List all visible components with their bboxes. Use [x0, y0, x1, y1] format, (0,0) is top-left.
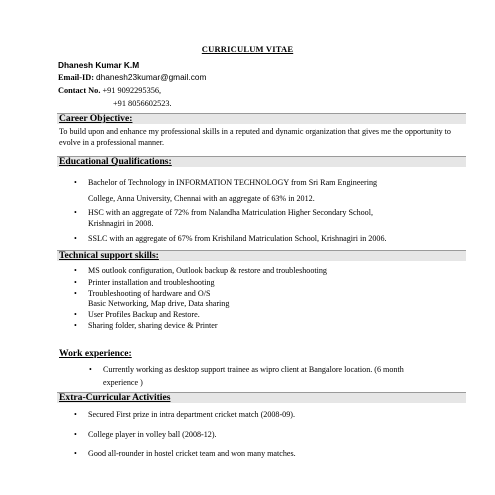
education-item-line: HSC with an aggregate of 72% from Nalandha Matriculation Higher Secondary School, [88, 208, 374, 217]
skill-item-label: Printer installation and troubleshooting [88, 278, 215, 287]
document-title: CURRICULUM VITAE [201, 44, 294, 54]
activity-item-label: Secured First prize in intra department cricket match (2008-09). [88, 410, 295, 419]
bullet-icon: • [74, 321, 77, 330]
bullet-icon: • [74, 266, 77, 275]
career-text: To build upon and enhance my professional skills in a reputed and dynamic organization that gives me the opportunity to evolve in a professional manner. [59, 127, 451, 147]
work-item-line: experience ) [103, 378, 143, 387]
phone-secondary: +91 8056602523. [113, 99, 172, 108]
skill-item-label: MS outlook configuration, Outlook backup & restore and troubleshooting [88, 266, 327, 275]
bullet-icon: • [74, 278, 77, 287]
skill-item-label: Sharing folder, sharing device & Printer [88, 321, 218, 330]
bullet-icon: • [74, 208, 77, 217]
education-item [74, 233, 387, 245]
skill-item-label: Troubleshooting of hardware and O/S [88, 289, 211, 298]
education-item [74, 177, 378, 205]
activity-item [74, 409, 295, 421]
contact-line [58, 86, 161, 95]
career-heading: Career Objective: [59, 113, 133, 124]
bullet-icon: • [74, 178, 77, 187]
education-item [74, 208, 374, 229]
bullet-icon: • [74, 449, 77, 458]
candidate-name: Dhanesh Kumar K.M [58, 60, 140, 70]
skill-extra-line: Basic Networking, Map drive, Data sharing [88, 299, 230, 308]
education-item-line: College, Anna University, Chennai with an aggregate of 63% in 2012. [88, 194, 315, 203]
bullet-icon: • [74, 410, 77, 419]
email-label: Email-ID: [58, 73, 94, 82]
bullet-icon: • [74, 310, 77, 319]
skill-item [74, 265, 327, 277]
activity-item-label: Good all-rounder in hostel cricket team and won many matches. [88, 449, 296, 458]
education-heading: Educational Qualifications: [59, 156, 172, 167]
bullet-icon: • [74, 234, 77, 243]
email-value: dhanesh23kumar@gmail.com [96, 72, 207, 82]
email-line [58, 72, 206, 82]
work-item-line: Currently working as desktop support trainee as wipro client at Bangalore location. (6 month [103, 365, 404, 374]
bullet-icon: • [74, 289, 77, 298]
activity-item [74, 429, 217, 441]
education-item-line: Krishnagiri in 2008. [88, 218, 154, 228]
bullet-icon: • [74, 430, 77, 439]
extra-heading: Extra-Curricular Activities [59, 392, 171, 403]
activity-item-label: College player in volley ball (2008-12). [88, 430, 217, 439]
bullet-icon: • [89, 365, 92, 374]
education-item-line: SSLC with an aggregate of 67% from Krishiland Matriculation School, Krishnagiri in 2006. [88, 234, 387, 243]
education-item-line: Bachelor of Technology in INFORMATION TECHNOLOGY from Sri Ram Engineering [88, 178, 378, 187]
phone-primary: +91 9092295356, [102, 86, 162, 95]
skill-item [74, 320, 218, 332]
activity-item [74, 448, 296, 460]
skill-item-label: User Profiles Backup and Restore. [88, 310, 200, 319]
contact-label: Contact No. [58, 86, 101, 95]
work-item [89, 363, 404, 389]
technical-heading: Technical support skills: [59, 250, 159, 261]
work-heading: Work experience: [59, 348, 132, 359]
